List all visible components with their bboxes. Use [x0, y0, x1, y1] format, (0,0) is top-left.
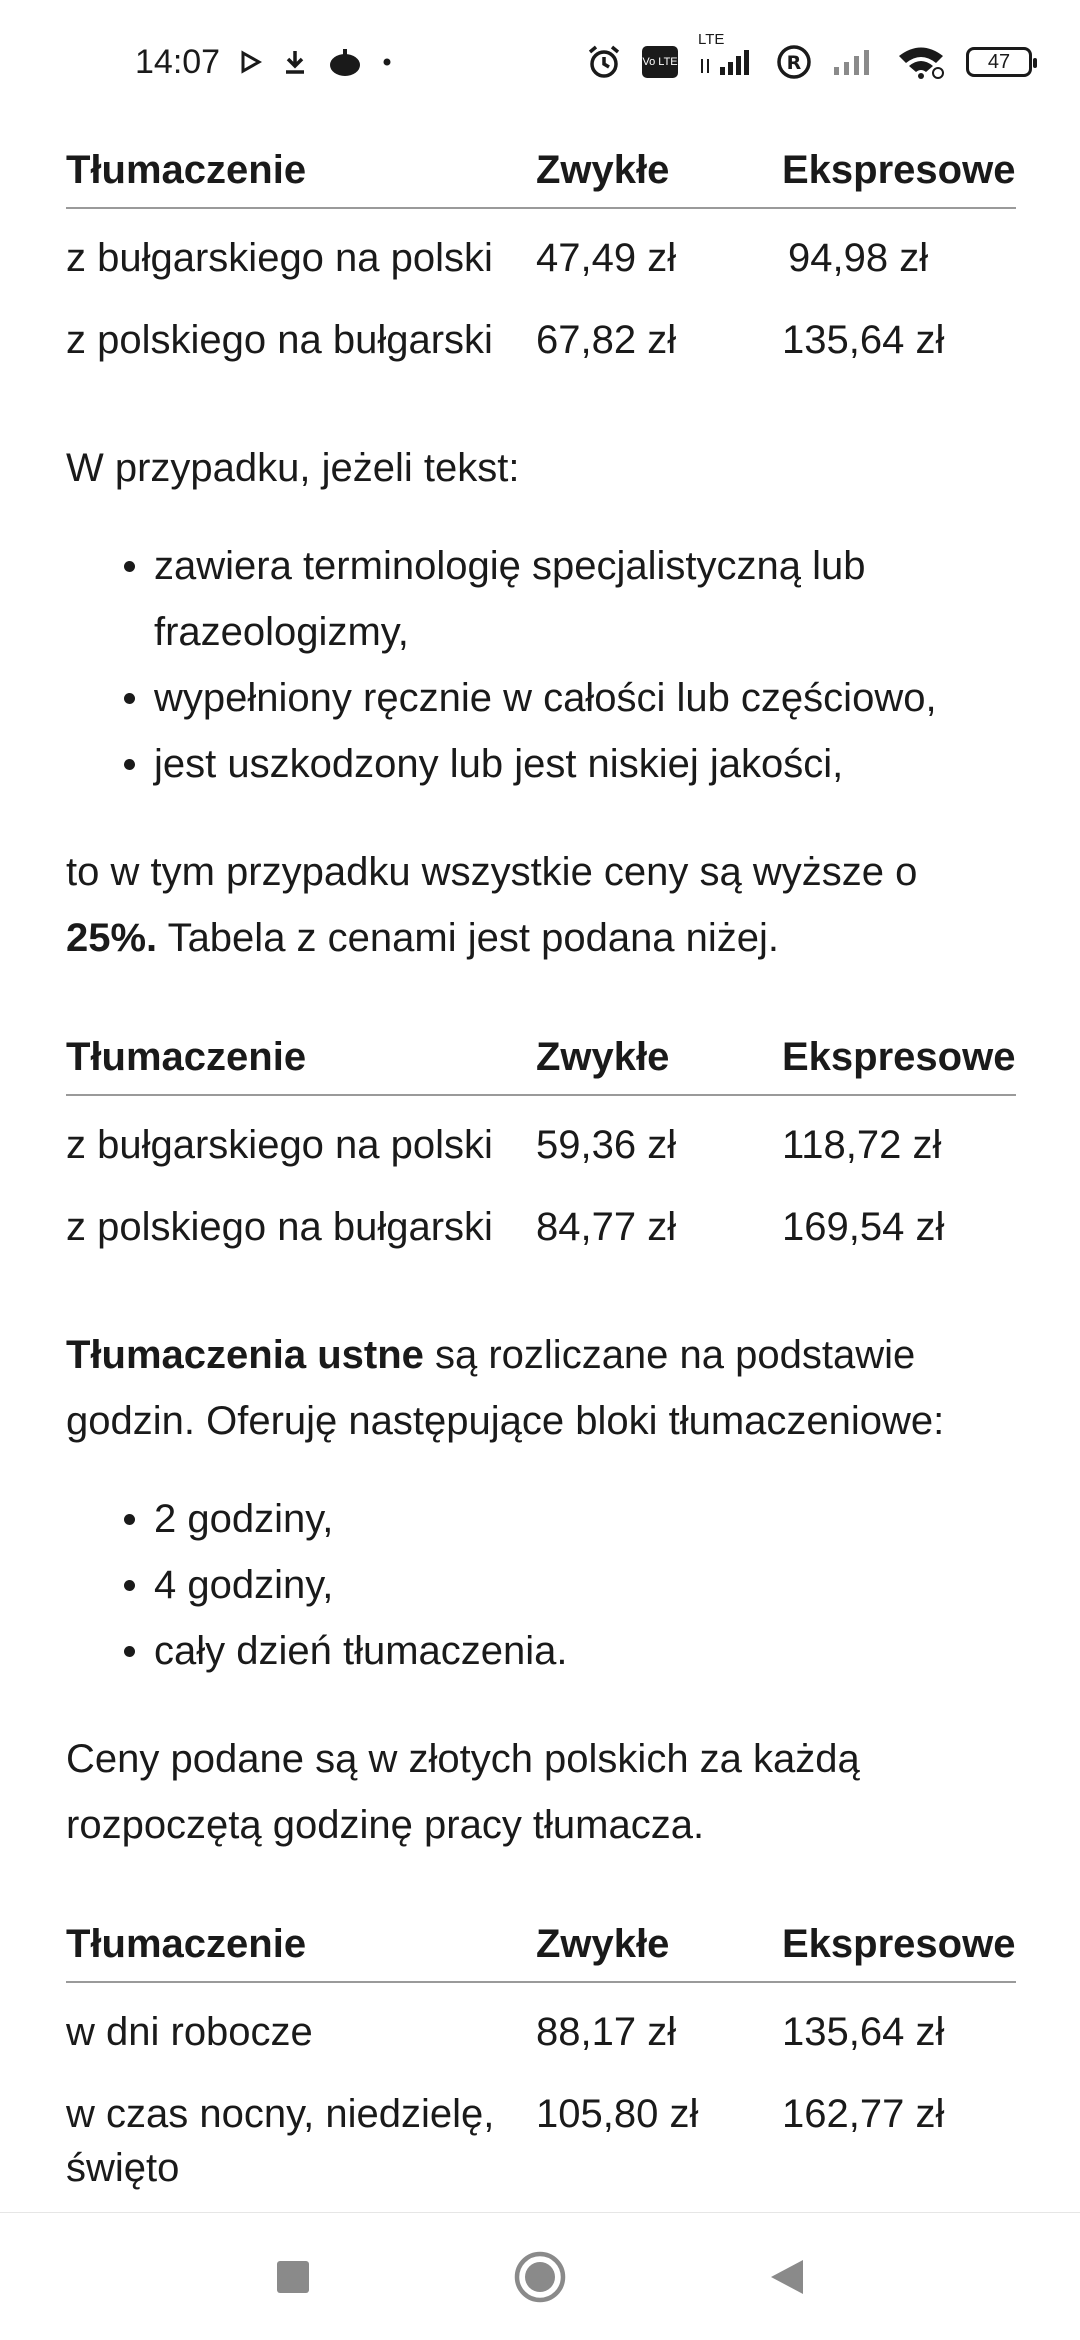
home-icon: [513, 2250, 567, 2304]
interpreting-bold: Tłumaczenia ustne: [66, 1333, 424, 1377]
header-regular: Zwykłe: [536, 1017, 782, 1095]
row-express-price: 135,64 zł: [782, 2010, 945, 2054]
header-translation: Tłumaczenie: [66, 1017, 536, 1095]
header-express: Ekspresowe: [782, 1904, 1016, 1982]
lte-label: LTE: [698, 31, 725, 48]
conditions-intro: W przypadku, jeżeli tekst:: [66, 446, 520, 490]
prices-note: Ceny podane są w złotych polskich za każdą rozpoczętą godzinę pracy tłumacza.: [66, 1737, 860, 1847]
table-row: [66, 291, 1016, 373]
list-item: 2 godziny,: [124, 1486, 1016, 1552]
recents-button[interactable]: [263, 2247, 323, 2307]
navigation-bar: [0, 2212, 1080, 2340]
roaming-icon: [776, 44, 812, 80]
price-table-interpreting: [66, 1904, 1016, 2201]
row-direction: z polskiego na bułgarski: [66, 318, 493, 362]
status-bar: [0, 0, 1080, 124]
battery-level: 47: [987, 50, 1011, 73]
table-header-row: [66, 130, 1016, 208]
surcharge-percent: 25%.: [66, 916, 158, 960]
header-translation: Tłumaczenie: [66, 1904, 536, 1982]
header-express: Ekspresowe: [782, 130, 1016, 208]
blocks-list: [66, 1486, 1016, 1684]
list-item: wypełniony ręcznie w całości lub częściowo,: [124, 665, 1016, 731]
conditions-list: [66, 533, 1016, 797]
list-item: 4 godziny,: [124, 1552, 1016, 1618]
list-item: jest uszkodzony lub jest niskiej jakości,: [124, 731, 1016, 797]
surcharge-text-after: Tabela z cenami jest podana niżej.: [157, 916, 780, 960]
row-regular-price: 59,36 zł: [536, 1123, 677, 1167]
volte-icon: Vo LTE: [642, 46, 678, 78]
lte-signal-icon: [698, 31, 756, 77]
header-translation: Tłumaczenie: [66, 130, 536, 208]
table-row: [66, 1095, 1016, 1178]
recents-icon: [275, 2259, 311, 2295]
row-period: w czas nocny, niedzielę, święto: [66, 2092, 495, 2190]
page-content: [66, 124, 1016, 2201]
row-direction: z bułgarskiego na polski: [66, 1123, 493, 1167]
list-item: cały dzień tłumaczenia.: [124, 1618, 1016, 1684]
table-row: [66, 1982, 1016, 2065]
row-express-price: 162,77 zł: [782, 2092, 945, 2136]
header-regular: Zwykłe: [536, 1904, 782, 1982]
dot-icon: [382, 57, 392, 67]
alarm-icon: [586, 44, 622, 80]
surcharge-text: to w tym przypadku wszystkie ceny są wyższe o: [66, 850, 918, 894]
row-regular-price: 88,17 zł: [536, 2010, 677, 2054]
row-express-price: 94,98 zł: [788, 236, 929, 280]
table-row: [66, 1178, 1016, 1260]
status-right: [586, 31, 1032, 80]
row-regular-price: 47,49 zł: [536, 236, 677, 280]
row-period: w dni robocze: [66, 2010, 313, 2054]
row-express-price: 169,54 zł: [782, 1205, 945, 1249]
list-item: zawiera terminologię specjalistyczną lub frazeologizmy,: [124, 533, 1016, 665]
table-header-row: [66, 1017, 1016, 1095]
header-regular: Zwykłe: [536, 130, 782, 208]
back-icon: [769, 2258, 805, 2296]
app-icon: [328, 47, 362, 77]
table-row: [66, 208, 1016, 291]
row-direction: z polskiego na bułgarski: [66, 1205, 493, 1249]
interpreting-paragraph: [66, 1322, 1016, 1454]
svg-text:R: R: [786, 52, 802, 74]
row-direction: z bułgarskiego na polski: [66, 236, 493, 280]
back-button[interactable]: [757, 2247, 817, 2307]
table-header-row: [66, 1904, 1016, 1982]
row-express-price: 135,64 zł: [782, 318, 945, 362]
surcharge-paragraph: [66, 839, 1016, 971]
interpreting-text: są rozliczane na podstawie godzin. Oferuję następujące bloki tłumaczeniowe:: [66, 1333, 945, 1443]
battery-icon: [966, 47, 1032, 77]
download-icon: [282, 48, 308, 76]
row-express-price: 118,72 zł: [782, 1123, 942, 1167]
header-express: Ekspresowe: [782, 1017, 1016, 1095]
status-time: 14:07: [135, 42, 221, 81]
signal-icon: [832, 47, 876, 77]
row-regular-price: 105,80 zł: [536, 2092, 699, 2136]
price-table-surcharged: [66, 1017, 1016, 1260]
play-icon: [240, 50, 262, 74]
status-left: [135, 43, 392, 82]
row-regular-price: 67,82 zł: [536, 318, 677, 362]
row-regular-price: 84,77 zł: [536, 1205, 677, 1249]
table-row: [66, 2065, 1016, 2201]
price-table-written: [66, 130, 1016, 373]
home-button[interactable]: [510, 2247, 570, 2307]
wifi-icon: [896, 45, 946, 79]
